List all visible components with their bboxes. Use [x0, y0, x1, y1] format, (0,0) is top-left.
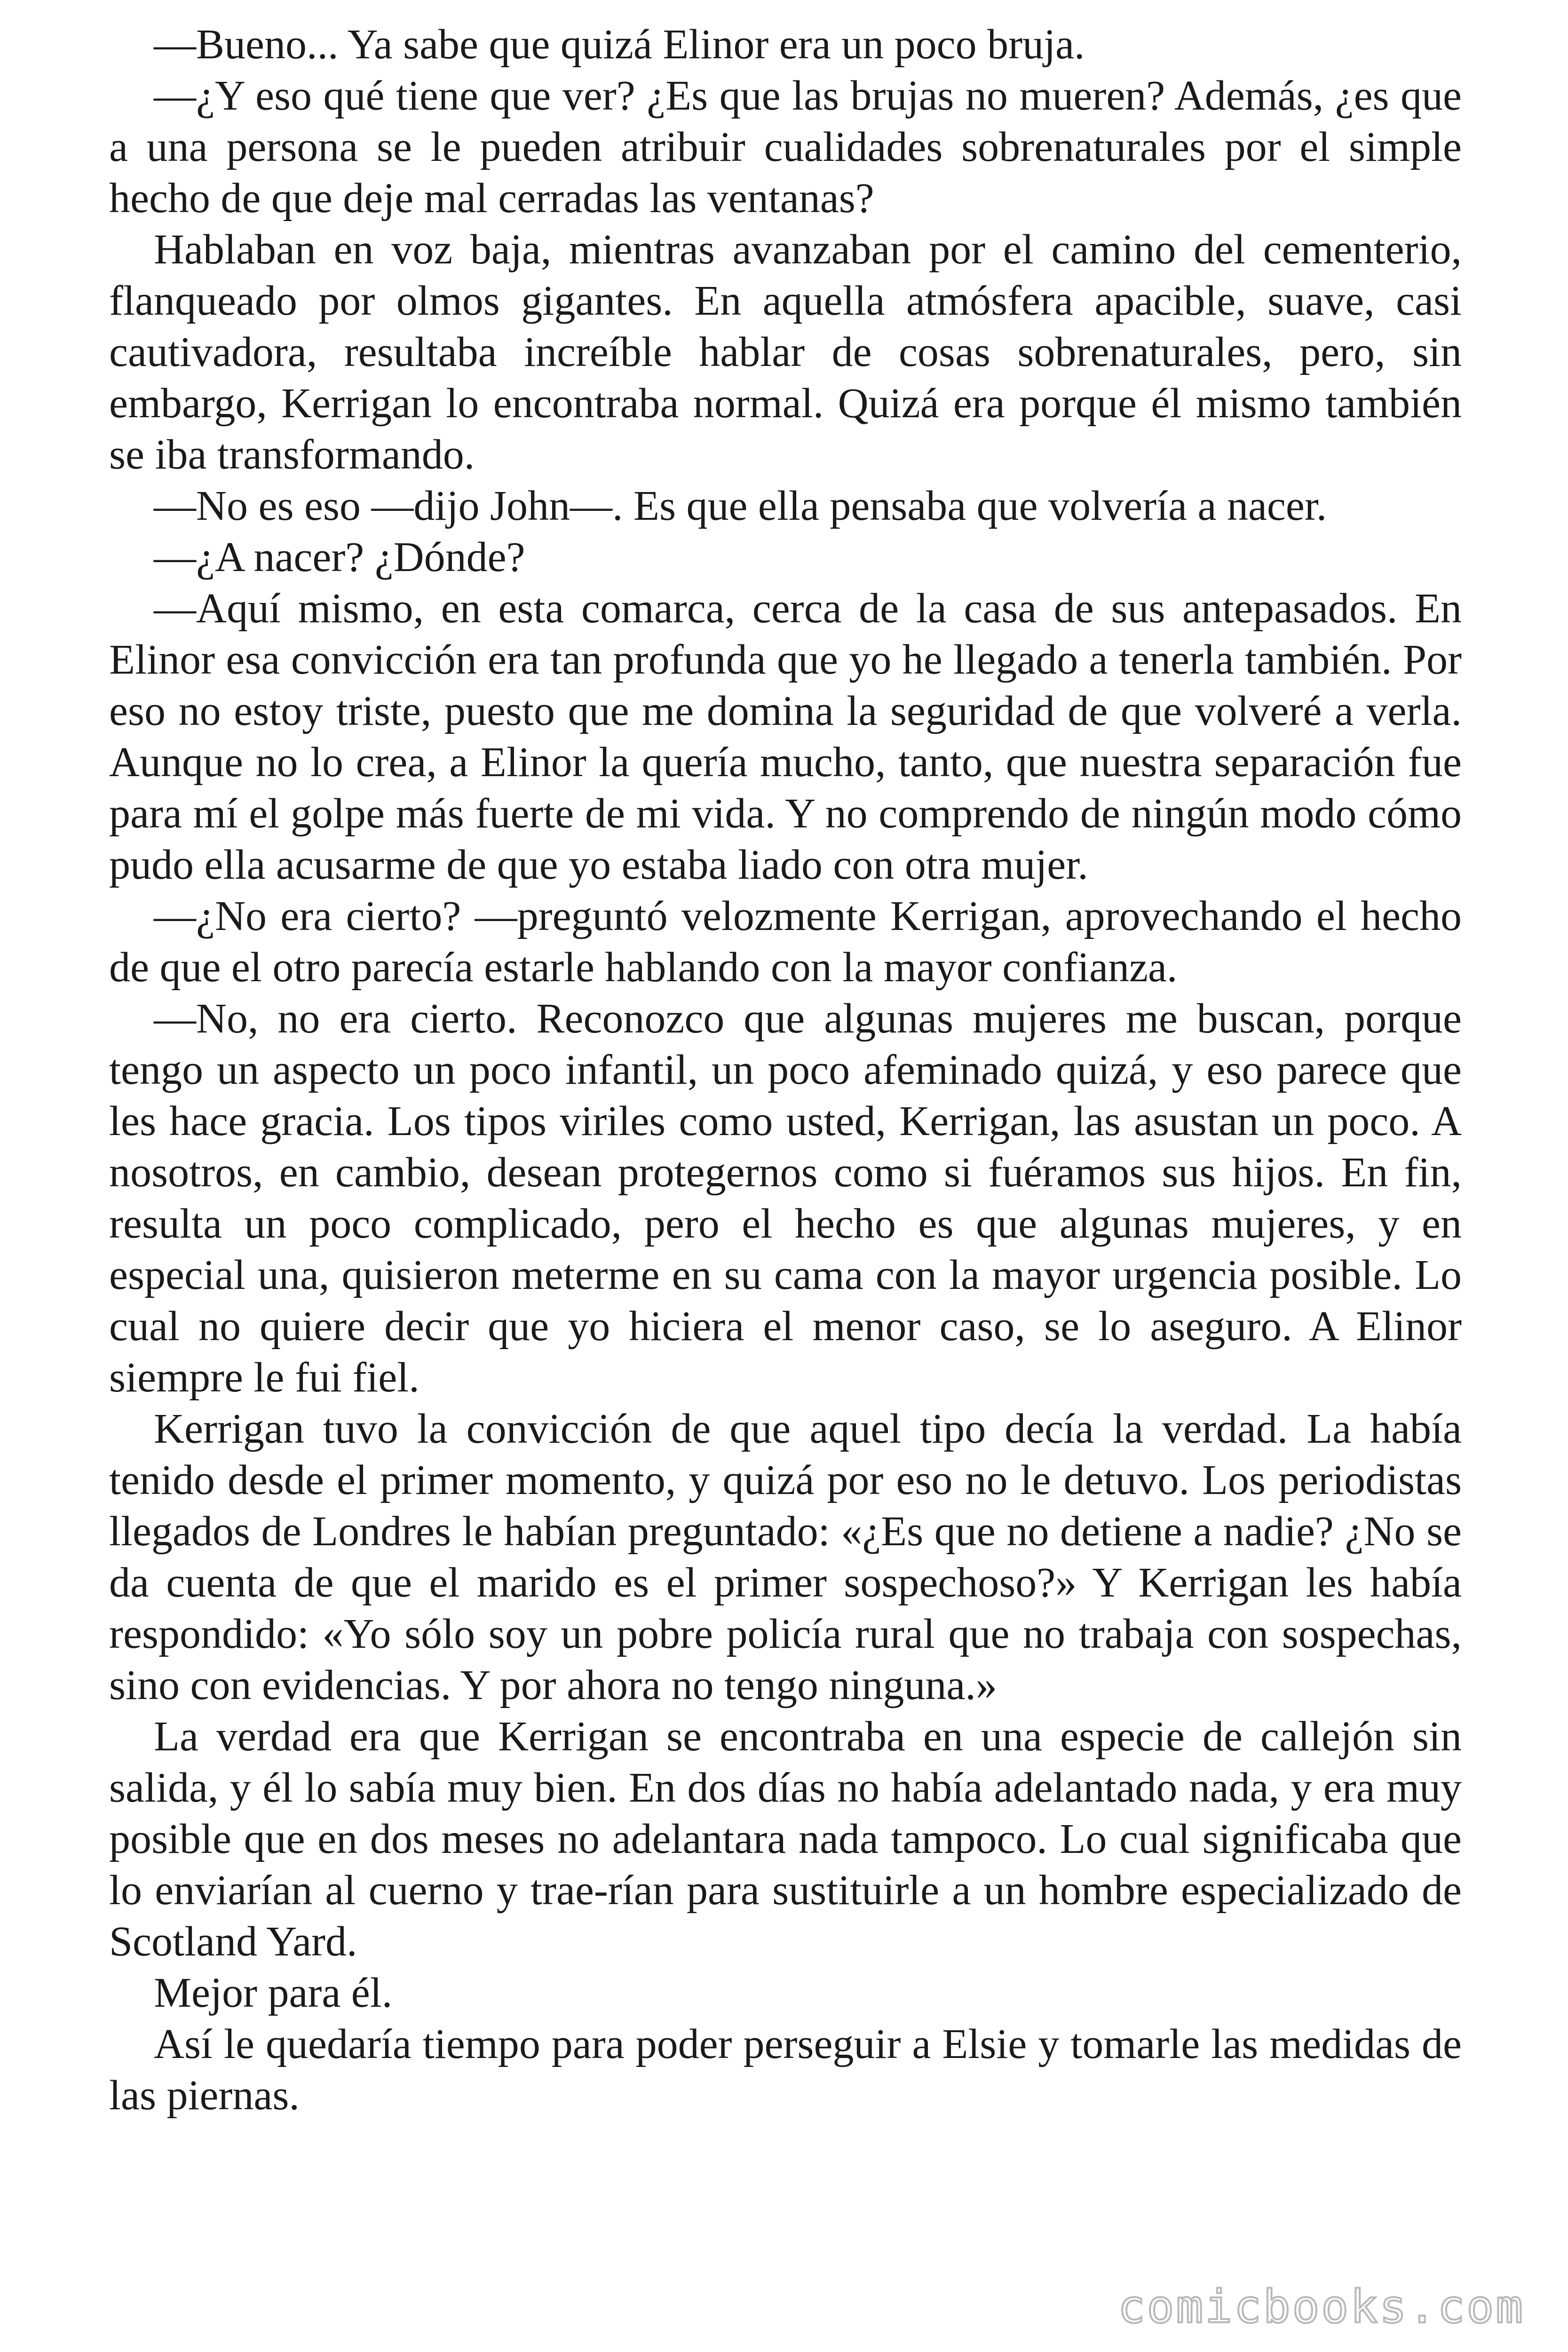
paragraph-10: La verdad era que Kerrigan se encontraba en una especie de callejón sin salida, y él lo sabía muy bien. En dos días no había adelantado nada, y era muy posible que en dos meses no adelantara nada tampoco. Lo cual significaba que lo enviarían al cuerno y trae-rían para sustituirle a un hombre especializado de Scotland Yard. [109, 1713, 1462, 1965]
paragraph-8: —No, no era cierto. Reconozco que algunas mujeres me buscan, porque tengo un aspecto un poco infantil, un poco afeminado quizá, y eso parece que les hace gracia. Los tipos viriles como usted, Kerrigan, las asustan un poco. A nosotros, en cambio, desean protegernos como si fuéramos sus hijos. En fin, resulta un poco complicado, pero el hecho es que algunas mujeres, y en especial una, quisieron meterme en su cama con la mayor urgencia posible. Lo cual no quiere decir que yo hiciera el menor caso, se lo aseguro. A Elinor siempre le fui fiel. [109, 995, 1462, 1401]
paragraph-3: Hablaban en voz baja, mientras avanzaban por el camino del cementerio, flanqueado por olmos gigantes. En aquella atmósfera apacible, suave, casi cautivadora, resultaba increíble hablar de cosas sobrenaturales, pero, sin embargo, Kerrigan lo encontraba normal. Quizá era porque él mismo también se iba transformando. [109, 226, 1462, 478]
paragraph-12: Así le quedaría tiempo para poder perseguir a Elsie y tomarle las medidas de las piernas. [109, 2021, 1462, 2119]
paragraph-11: Mejor para él. [154, 1970, 393, 2016]
paragraph-4: —No es eso —dijo John—. Es que ella pensaba que volvería a nacer. [154, 483, 1327, 529]
paragraph-6: —Aquí mismo, en esta comarca, cerca de la casa de sus antepasados. En Elinor esa convicción era tan profunda que yo he llegado a tenerla también. Por eso no estoy triste, puesto que me domina la seguridad de que volveré a verla. Aunque no lo crea, a Elinor la quería mucho, tanto, que nuestra separación fue para mí el golpe más fuerte de mi vida. Y no comprendo de ningún modo cómo pudo ella acusarme de que yo estaba liado con otra mujer. [109, 585, 1462, 888]
paragraph-5: —¿A nacer? ¿Dónde? [154, 534, 525, 580]
paragraph-7: —¿No era cierto? —preguntó velozmente Kerrigan, aprovechando el hecho de que el otro parecía estarle hablando con la mayor confianza. [109, 893, 1462, 991]
paragraph-9: Kerrigan tuvo la convicción de que aquel tipo decía la verdad. La había tenido desde el primer momento, y quizá por eso no le detuvo. Los periodistas llegados de Londres le habían preguntado: «¿Es que no detiene a nadie? ¿No se da cuenta de que el marido es el primer sospechoso?» Y Kerrigan les había respondido: «Yo sólo soy un pobre policía rural que no trabaja con sospechas, sino con evidencias. Y por ahora no tengo ninguna.» [109, 1406, 1462, 1708]
page-body [109, 19, 1462, 2121]
watermark-logo: comicbooks.com [1117, 2280, 1525, 2333]
paragraph-1: —Bueno... Ya sabe que quizá Elinor era un poco bruja. [154, 21, 1085, 68]
paragraph-2: —¿Y eso qué tiene que ver? ¿Es que las brujas no mueren? Además, ¿es que a una persona se le pueden atribuir cualidades sobrenaturales por el simple hecho de que deje mal cerradas las ventanas? [109, 72, 1462, 222]
